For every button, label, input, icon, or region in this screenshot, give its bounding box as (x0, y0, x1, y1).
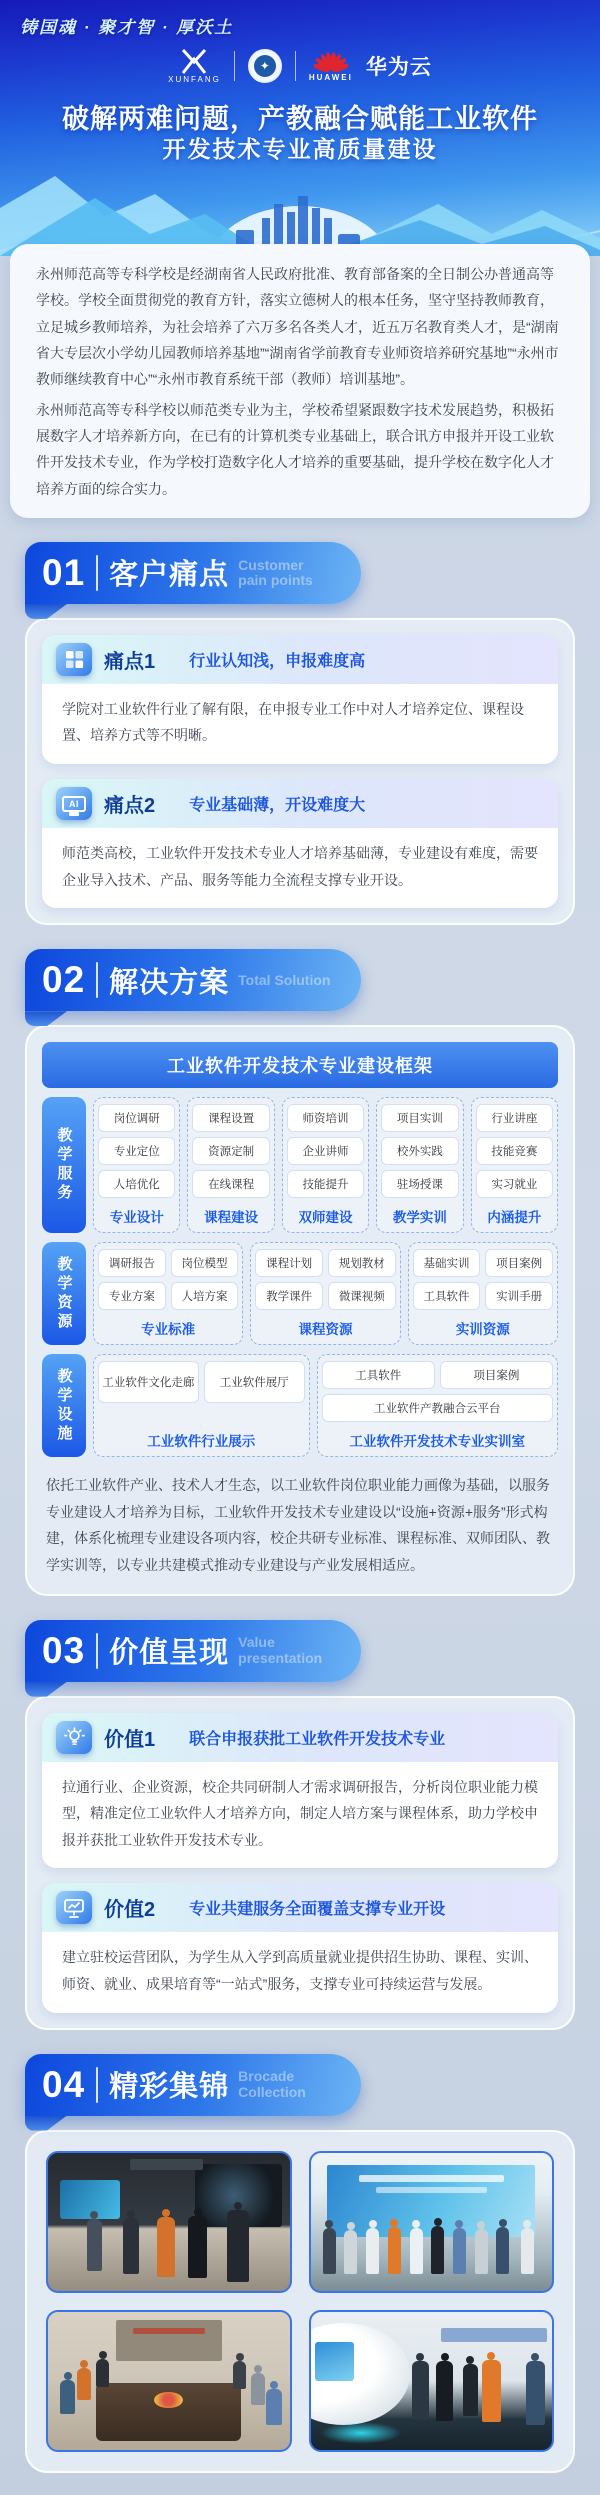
chip-grid (98, 1361, 305, 1403)
framework-column (376, 1097, 463, 1233)
value-card-1-header (42, 1713, 558, 1762)
framework-chip: 项目实训 (381, 1104, 458, 1132)
framework-column (187, 1097, 274, 1233)
person-silhouette (77, 2368, 91, 2400)
xunfang-logo-icon (179, 48, 209, 74)
solution-description: 依托工业软件产业、技术人才生态，以工业软件岗位职业能力画像为基础，以服务专业建设人才培养为目标，工业软件开发技术专业建设以“设施+资源+服务”形式构建，体系化梳理专业建设各项内容，校企共研专业标准、课程标准、双师团队、教学实训等，以专业共建模式推动专业建设与产业发展相适应。 (46, 1477, 550, 1573)
framework-chip: 岗位模型 (171, 1249, 239, 1277)
framework-chip: 工业软件展厅 (204, 1361, 305, 1403)
framework-side-label: 教学资源 (42, 1242, 86, 1345)
section-04-body (25, 2130, 575, 2473)
section-02-header (25, 949, 361, 1011)
pain-2-label: 痛点2 (104, 795, 156, 817)
photo-decor (441, 2328, 547, 2342)
framework-chip: 教学课件 (255, 1282, 323, 1310)
section-04-subtitle-en (238, 2069, 306, 2099)
person-silhouette (475, 2229, 488, 2274)
framework-title: 工业软件开发技术专业建设框架 (42, 1042, 558, 1088)
framework-chip: 实习就业 (476, 1170, 553, 1198)
person-silhouette (87, 2219, 102, 2271)
person-silhouette (436, 2361, 453, 2421)
framework-column (250, 1242, 400, 1345)
subtitle-en-line: pain points (238, 571, 313, 588)
framework-chip: 岗位调研 (98, 1104, 175, 1132)
photo-decor (116, 2320, 222, 2361)
photo-decor (359, 2175, 504, 2182)
header-divider (96, 962, 98, 998)
person-silhouette (482, 2360, 501, 2422)
section-01-number: 01 (42, 551, 86, 593)
value-1-label: 价值1 (104, 1728, 156, 1751)
framework-column-label: 教学实训 (392, 1210, 447, 1226)
section-04-title: 精彩集锦 (109, 2071, 230, 2104)
framework-chip: 项目案例 (485, 1249, 553, 1277)
section-01-body (25, 618, 575, 925)
chip-grid (322, 1361, 553, 1422)
school-emblem-core: ✦ (254, 55, 276, 77)
section-02-number: 02 (42, 959, 86, 1001)
hero-banner (0, 0, 600, 256)
value-card-1 (42, 1713, 558, 1869)
framework-side-label: 教学设施 (42, 1354, 86, 1457)
section-02-subtitle-en (238, 973, 330, 988)
pain-1-label: 痛点1 (104, 650, 156, 673)
person-silhouette (96, 2359, 109, 2387)
header-divider (96, 2067, 98, 2103)
framework-chip: 技能竞赛 (476, 1137, 553, 1165)
photo-meeting-room (46, 2310, 292, 2452)
section-01-title: 客户痛点 (109, 559, 230, 592)
subtitle-en-line: presentation (238, 1649, 323, 1666)
framework-chip: 企业讲师 (287, 1137, 364, 1165)
section-02-body (25, 1025, 575, 1595)
section-01-subtitle-en (238, 558, 313, 588)
framework-column-label: 专业设计 (109, 1210, 164, 1226)
framework-chip: 项目案例 (440, 1361, 553, 1389)
pain-card-2-header (42, 779, 558, 828)
section-03-header (25, 1620, 361, 1682)
value-1-body: 拉通行业、企业资源，校企共同研制人才需求调研报告，分析岗位职业能力模型，精准定位工业软件人才培养方向，制定人培方案与课程体系，助力学校申报并获批工业软件开发技术专业。 (62, 1778, 538, 1848)
framework-chip: 基础实训 (413, 1249, 481, 1277)
ai-monitor-icon (56, 787, 92, 820)
logo-separator (234, 51, 235, 81)
framework-chip: 专业方案 (98, 1282, 166, 1310)
intro-paragraph-2: 永州师范高等专科学校以师范类专业为主，学校希望紧跟数字技术发展趋势，积极拓展数字人才培养新方向，在已有的计算机类专业基础上，联合讯方申报并开设工业软件开发技术专业，作为学校打造数字化人才培养的重要基础，提升学校在数字化人才培养方面的综合实力。 (36, 401, 554, 497)
logo-separator (295, 51, 296, 81)
person-silhouette (157, 2217, 175, 2277)
person-silhouette (526, 2361, 545, 2425)
framework-chip: 工具软件 (413, 1282, 481, 1310)
intro-card (10, 244, 590, 518)
pain-2-headline: 专业基础薄，开设难度大 (189, 797, 366, 814)
framework-side-label: 教学服务 (42, 1097, 86, 1233)
framework-chip: 课程计划 (255, 1249, 323, 1277)
framework-row-resources (42, 1242, 558, 1345)
framework-column-label: 实训资源 (455, 1322, 510, 1338)
framework-chip: 工业软件产教融合云平台 (322, 1394, 553, 1422)
logo-row (0, 48, 600, 84)
header-divider (96, 1633, 98, 1669)
photo-decor (133, 2328, 205, 2334)
section-03-body (25, 1696, 575, 2030)
framework-chip: 专业定位 (98, 1137, 175, 1165)
value-2-label: 价值2 (104, 1899, 156, 1922)
photo-grid (42, 2147, 558, 2456)
subtitle-en-line: Customer (238, 556, 304, 573)
framework-chip: 人培优化 (98, 1170, 175, 1198)
person-silhouette (227, 2210, 249, 2282)
framework-column (471, 1097, 558, 1233)
person-silhouette (323, 2228, 336, 2274)
framework-chip: 微课视频 (328, 1282, 396, 1310)
photo-decor (154, 2392, 183, 2409)
framework-column (282, 1097, 369, 1233)
framework-column (317, 1354, 558, 1457)
ai-text: AI (69, 798, 79, 809)
chip-grid (413, 1249, 553, 1310)
subtitle-en-line: Total Solution (238, 971, 331, 988)
framework-column-label: 课程资源 (298, 1322, 353, 1338)
person-silhouette (412, 2361, 429, 2419)
framework-chip: 课程设置 (192, 1104, 269, 1132)
framework-column (93, 1354, 310, 1457)
subtitle-en-line: Value (238, 1634, 275, 1651)
section-01-header (25, 542, 361, 604)
framework-column (93, 1242, 243, 1345)
photo-showroom-tour (46, 2151, 292, 2293)
value-1-headline: 联合申报获批工业软件开发技术专业 (189, 1730, 446, 1748)
section-02-title: 解决方案 (109, 966, 230, 999)
pain-card-1-header (42, 635, 558, 684)
framework-column (408, 1242, 558, 1345)
framework-chip: 工业软件文化走廊 (98, 1361, 199, 1403)
section-03-subtitle-en (238, 1635, 322, 1665)
person-silhouette (366, 2228, 379, 2274)
framework-chip: 实训手册 (485, 1282, 553, 1310)
framework-chip: 资源定制 (192, 1137, 269, 1165)
bulb-icon (56, 1721, 92, 1754)
photo-exhibition-hall (309, 2310, 555, 2452)
person-silhouette (266, 2389, 282, 2425)
framework-chip: 规划教材 (328, 1249, 396, 1277)
framework-column-label: 工业软件开发技术专业实训室 (349, 1434, 526, 1450)
banner-title-line1: 破解两难问题，产教融合赋能工业软件 (62, 104, 538, 134)
framework-column-label: 内涵提升 (487, 1210, 542, 1226)
value-2-headline: 专业共建服务全面覆盖支撑专业开设 (189, 1901, 446, 1919)
subtitle-en-line: Brocade (238, 2068, 295, 2085)
person-silhouette (496, 2227, 509, 2274)
presentation-board-icon (56, 1891, 92, 1924)
framework-chip: 人培方案 (171, 1282, 239, 1310)
value-card-2 (42, 1883, 558, 2012)
framework-column-label: 双师建设 (298, 1210, 353, 1226)
header-divider (96, 555, 98, 591)
huawei-petals-icon (314, 51, 348, 75)
photo-decor (320, 2422, 402, 2444)
person-silhouette (410, 2228, 423, 2274)
person-silhouette (431, 2226, 444, 2274)
framework-column-label: 专业标准 (141, 1322, 196, 1338)
photo-decor (376, 2187, 487, 2193)
monitor-glyph (62, 796, 86, 812)
person-silhouette (344, 2230, 357, 2274)
framework-chip: 驻场授课 (381, 1170, 458, 1198)
framework-chip: 调研报告 (98, 1249, 166, 1277)
framework-row-facilities (42, 1354, 558, 1457)
photo-decor (315, 2342, 354, 2381)
school-emblem (248, 49, 282, 83)
photo-group-photo (309, 2151, 555, 2293)
subtitle-en-line: Collection (238, 2083, 306, 2100)
chip-grid (255, 1249, 395, 1310)
framework-chip: 行业讲座 (476, 1104, 553, 1132)
person-silhouette (463, 2364, 478, 2416)
person-silhouette (521, 2228, 534, 2274)
mountain-skyline-graphic (0, 146, 600, 256)
framework-column-label: 课程建设 (204, 1210, 259, 1226)
person-silhouette (123, 2218, 139, 2274)
person-silhouette (188, 2216, 207, 2278)
banner-title-line2: 开发技术专业高质量建设 (162, 136, 438, 162)
person-silhouette (233, 2361, 246, 2389)
pain-2-body: 师范类高校，工业软件开发技术专业人才培养基础薄，专业建设有难度，需要企业导入技术、产品、服务等能力全流程支撑专业开设。 (62, 845, 538, 888)
framework-column (93, 1097, 180, 1233)
framework-chip: 在线课程 (192, 1170, 269, 1198)
pain-1-body: 学院对工业软件行业了解有限，在申报专业工作中对人才培养定位、课程设置、培养方式等不明晰。 (62, 700, 524, 744)
chip-grid (98, 1249, 238, 1310)
section-04-number: 04 (42, 2063, 86, 2105)
photo-decor (130, 2159, 202, 2170)
value-2-body: 建立驻校运营团队，为学生从入学到高质量就业提供招生协助、课程、实训、师资、就业、成果培育等“一站式”服务，支撑专业可持续运营与发展。 (62, 1949, 538, 1992)
value-card-2-header (42, 1883, 558, 1932)
section-03-title: 价值呈现 (109, 1637, 230, 1670)
person-silhouette (453, 2228, 466, 2274)
framework-chip: 师资培训 (287, 1104, 364, 1132)
intro-paragraph-1: 永州师范高等专科学校是经湖南省人民政府批准、教育部备案的全日制公办普通高等学校。学校全面贯彻党的教育方针，落实立德树人的根本任务，坚守坚持教师教育，立足城乡教师培养，为社会培养了六万多名各类人才，近五万名教育类人才，是“湖南省大专层次小学幼儿园教师培养基地”“湖南省学前教育专业师资培养研究基地”“永州市教师继续教育中心”“永州市教育系统干部（教师）培训基地”。 (36, 266, 559, 388)
person-silhouette (60, 2380, 75, 2414)
section-03-number: 03 (42, 1629, 86, 1671)
pain-1-headline: 行业认知浅，申报难度高 (189, 652, 366, 670)
person-silhouette (388, 2227, 401, 2274)
xunfang-label: XUNFANG (168, 75, 221, 84)
huawei-logo (309, 51, 353, 82)
framework-row-services (42, 1097, 558, 1233)
person-silhouette (251, 2373, 265, 2405)
framework-chip: 技能提升 (287, 1170, 364, 1198)
framework-chip: 工具软件 (322, 1361, 435, 1389)
grid-icon (56, 643, 92, 676)
brand-slogan: 铸国魂 · 聚才智 · 厚沃土 (20, 18, 234, 37)
huawei-label: HUAWEI (308, 72, 353, 82)
framework-column-label: 工业软件行业展示 (147, 1434, 256, 1450)
framework-chip: 校外实践 (381, 1137, 458, 1165)
section-04-header (25, 2054, 361, 2116)
pain-card-1 (42, 635, 558, 764)
xunfang-logo (168, 48, 221, 84)
pain-card-2 (42, 779, 558, 908)
huawei-cloud-label: 华为云 (365, 56, 432, 79)
